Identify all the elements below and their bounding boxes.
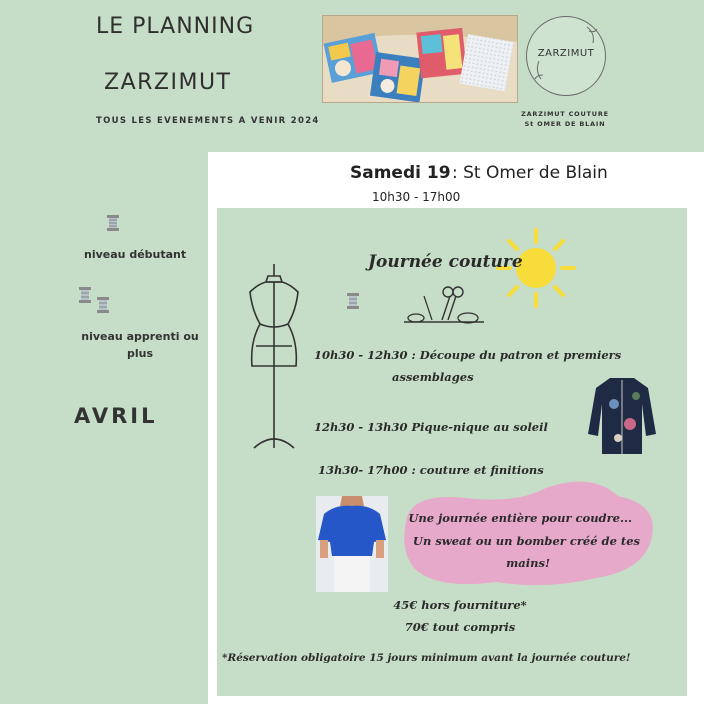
event-date: Samedi 19 bbox=[350, 163, 451, 183]
schedule-line-1b: assemblages bbox=[392, 370, 474, 384]
schedule-line-1: 10h30 - 12h30 : Découpe du patron et premiers bbox=[314, 348, 622, 362]
schedule-line-2: 12h30 - 13h30 Pique-nique au soleil bbox=[314, 420, 548, 434]
page-title-line2: ZARZIMUT bbox=[104, 70, 232, 95]
event-hours: 10h30 - 17h00 bbox=[372, 190, 461, 204]
dress-form-icon bbox=[238, 262, 310, 458]
legend-level-apprentice: niveau apprenti ou plus bbox=[81, 330, 199, 360]
logo-caption-line1: ZARZIMUT COUTURE bbox=[521, 110, 609, 118]
highlight-line-3: mains! bbox=[506, 556, 550, 570]
legend-level-beginner: niveau débutant bbox=[84, 248, 187, 261]
fabric-photo-illustration bbox=[323, 16, 518, 103]
sewing-tools-icon bbox=[402, 278, 486, 330]
thread-spool-icon-event bbox=[346, 292, 360, 314]
page-title-line1: LE PLANNING bbox=[96, 14, 255, 39]
header-photo bbox=[322, 15, 518, 103]
thread-spool-icon-beginner bbox=[106, 214, 120, 236]
event-title: Journée couture bbox=[368, 252, 523, 272]
schedule-line-3: 13h30- 17h00 : couture et finitions bbox=[318, 463, 544, 477]
page-subtitle: TOUS LES EVENEMENTS A VENIR 2024 bbox=[96, 116, 320, 126]
reservation-note: *Réservation obligatoire 15 jours minimum avant la journée couture! bbox=[222, 652, 631, 664]
bomber-jacket-image bbox=[586, 374, 658, 456]
blue-sweater-image bbox=[316, 496, 388, 592]
thread-spool-icon-apprentice-2 bbox=[96, 296, 110, 318]
price-without-supplies: 45€ hors fourniture* bbox=[393, 598, 527, 612]
highlight-line-2: Un sweat ou un bomber créé de tes bbox=[412, 534, 640, 548]
month-label: AVRIL bbox=[74, 404, 158, 428]
thread-spool-icon-apprentice-1 bbox=[78, 286, 92, 308]
logo-caption-line2: St OMER DE BLAIN bbox=[524, 120, 606, 128]
highlight-line-1: Une journée entière pour coudre... bbox=[408, 511, 632, 525]
price-all-inclusive: 70€ tout compris bbox=[404, 620, 516, 634]
event-location: : St Omer de Blain bbox=[452, 163, 608, 183]
logo-brand-name: ZARZIMUT bbox=[537, 48, 595, 59]
